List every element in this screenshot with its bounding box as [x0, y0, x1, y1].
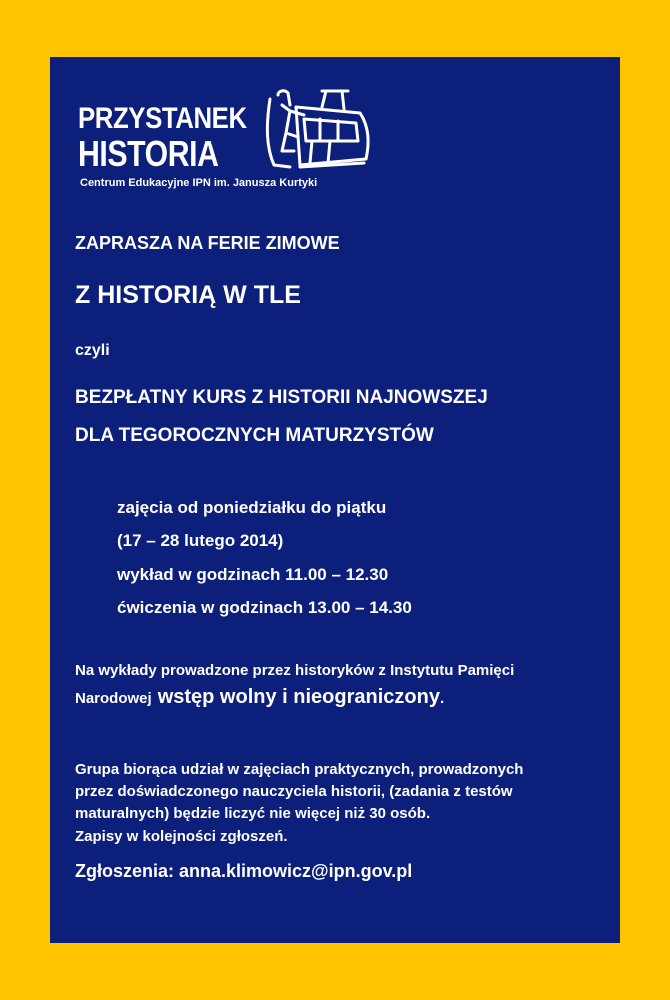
invite-heading: ZAPRASZA NA FERIE ZIMOWE: [75, 233, 340, 253]
logo: [78, 85, 378, 195]
notice-line2-end: .: [439, 690, 445, 707]
course-heading-line2: DLA TEGOROCZNYCH MATURZYSTÓW: [75, 425, 434, 446]
group-text-line: Zapisy w kolejności zgłoszeń.: [75, 828, 288, 845]
czyli-text: czyli: [75, 342, 110, 359]
logo-title-line1: PRZYSTANEK: [78, 102, 247, 135]
notice-line2-start: Narodowej: [75, 690, 152, 707]
schedule-item: zajęcia od poniedziałku do piątku: [117, 498, 387, 517]
logo-title-line2: HISTORIA: [78, 133, 219, 174]
notice-emphasis: wstęp wolny i nieograniczony: [157, 686, 440, 708]
poster-panel: [50, 57, 620, 943]
group-text-line: przez doświadczonego nauczyciela historii, (zadania z testów: [75, 783, 513, 800]
schedule-item: ćwiczenia w godzinach 13.00 – 14.30: [117, 598, 412, 617]
notice-line1: Na wykłady prowadzone przez historyków z Instytutu Pamięci: [75, 662, 515, 679]
group-text-line: Grupa biorąca udział w zajęciach praktycznych, prowadzonych: [75, 761, 524, 778]
course-heading-line1: BEZPŁATNY KURS Z HISTORII NAJNOWSZEJ: [75, 387, 488, 408]
schedule-item: (17 – 28 lutego 2014): [117, 531, 284, 550]
group-text-line: maturalnych) będzie liczyć nie więcej niż 30 osób.: [75, 805, 431, 822]
event-title: Z HISTORIĄ W TLE: [75, 281, 301, 309]
schedule-item: wykład w godzinach 11.00 – 12.30: [117, 565, 389, 584]
contact-email: Zgłoszenia: anna.klimowicz@ipn.gov.pl: [75, 861, 413, 881]
logo-subtitle: Centrum Edukacyjne IPN im. Janusza Kurtyki: [80, 177, 318, 189]
tram-icon: [260, 85, 380, 175]
notice-line2: [75, 686, 444, 709]
